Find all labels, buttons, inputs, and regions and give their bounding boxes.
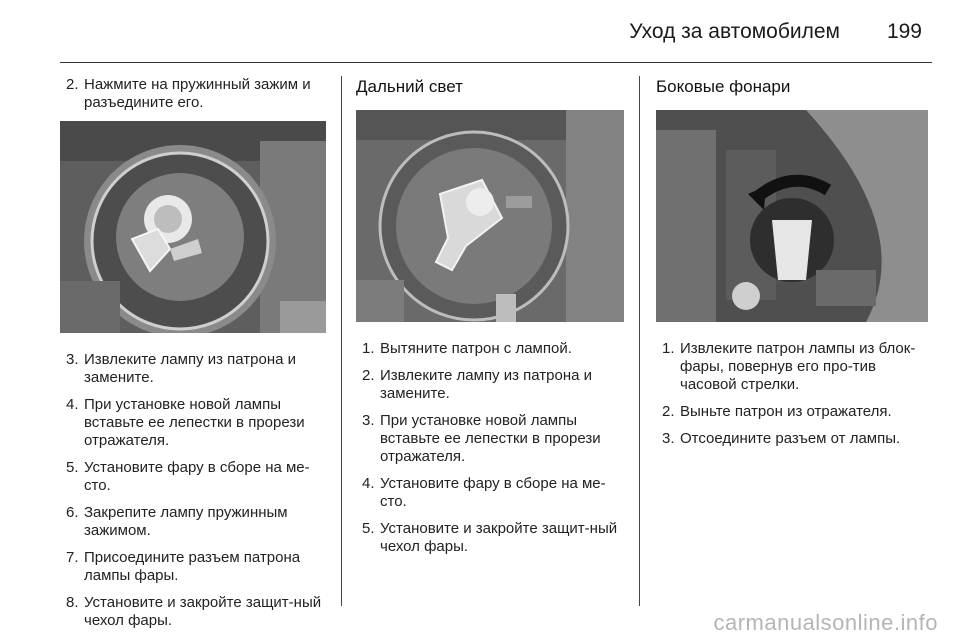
step-text: При установке новой лампы вставьте ее лепестки в прорези отражателя. (380, 412, 601, 465)
list-item (60, 594, 326, 630)
column-3 (656, 76, 928, 457)
column-divider (639, 76, 640, 606)
step-number: 3. (66, 351, 79, 368)
watermark: carmanualsonline.info (713, 610, 938, 635)
step-text: Нажмите на пружинный зажим и разъедините его. (84, 76, 311, 111)
step-text: Установите и закройте защит-ный чехол фары. (84, 594, 322, 629)
step-text: Установите фару в сборе на ме-сто. (380, 475, 606, 510)
section-title-side-lights: Боковые фонари (656, 77, 791, 96)
list-item (60, 549, 326, 585)
list-item (356, 412, 624, 466)
list-item (656, 340, 928, 394)
step-number: 1. (662, 340, 675, 357)
headlight-low-beam-illustration (60, 121, 326, 333)
steps-list (356, 340, 624, 556)
list-item (656, 403, 928, 421)
list-item (60, 76, 326, 112)
column-2 (356, 76, 624, 565)
page-title: Уход за автомобилем (629, 20, 840, 43)
step-number: 5. (66, 459, 79, 476)
list-item (356, 367, 624, 403)
step-number: 3. (662, 430, 675, 447)
steps-list-top (60, 76, 326, 112)
step-text: Присоедините разъем патрона лампы фары. (84, 549, 301, 584)
step-text: Закрепите лампу пружинным зажимом. (84, 504, 288, 539)
steps-list (60, 351, 326, 630)
step-number: 2. (362, 367, 375, 384)
step-text: Извлеките лампу из патрона и замените. (380, 367, 593, 402)
step-text: Извлеките патрон лампы из блок-фары, повернув его про-тив часовой стрелки. (680, 340, 916, 393)
step-text: Выньте патрон из отражателя. (680, 403, 892, 420)
list-item (356, 475, 624, 511)
step-number: 7. (66, 549, 79, 566)
list-item (656, 430, 928, 448)
step-number: 2. (66, 76, 79, 93)
list-item (60, 459, 326, 495)
page-number: 199 (886, 20, 922, 43)
step-text: Установите и закройте защит-ный чехол фары. (380, 520, 618, 555)
headlight-high-beam-illustration (356, 110, 624, 322)
step-number: 3. (362, 412, 375, 429)
column-1 (60, 76, 326, 639)
side-light-illustration (656, 110, 928, 322)
list-item (60, 504, 326, 540)
step-number: 1. (362, 340, 375, 357)
section-title-high-beam: Дальний свет (356, 77, 463, 96)
step-number: 4. (362, 475, 375, 492)
step-number: 6. (66, 504, 79, 521)
step-text: Отсоедините разъем от лампы. (680, 430, 901, 447)
column-divider (341, 76, 342, 606)
list-item (60, 351, 326, 387)
list-item (356, 340, 624, 358)
step-text: Извлеките лампу из патрона и замените. (84, 351, 297, 386)
list-item (356, 520, 624, 556)
page-header (60, 0, 932, 63)
step-number: 4. (66, 396, 79, 413)
step-number: 2. (662, 403, 675, 420)
list-item (60, 396, 326, 450)
step-text: Вытяните патрон с лампой. (380, 340, 572, 357)
step-text: Установите фару в сборе на ме-сто. (84, 459, 310, 494)
steps-list (656, 340, 928, 448)
step-text: При установке новой лампы вставьте ее лепестки в прорези отражателя. (84, 396, 305, 449)
step-number: 5. (362, 520, 375, 537)
step-number: 8. (66, 594, 79, 611)
